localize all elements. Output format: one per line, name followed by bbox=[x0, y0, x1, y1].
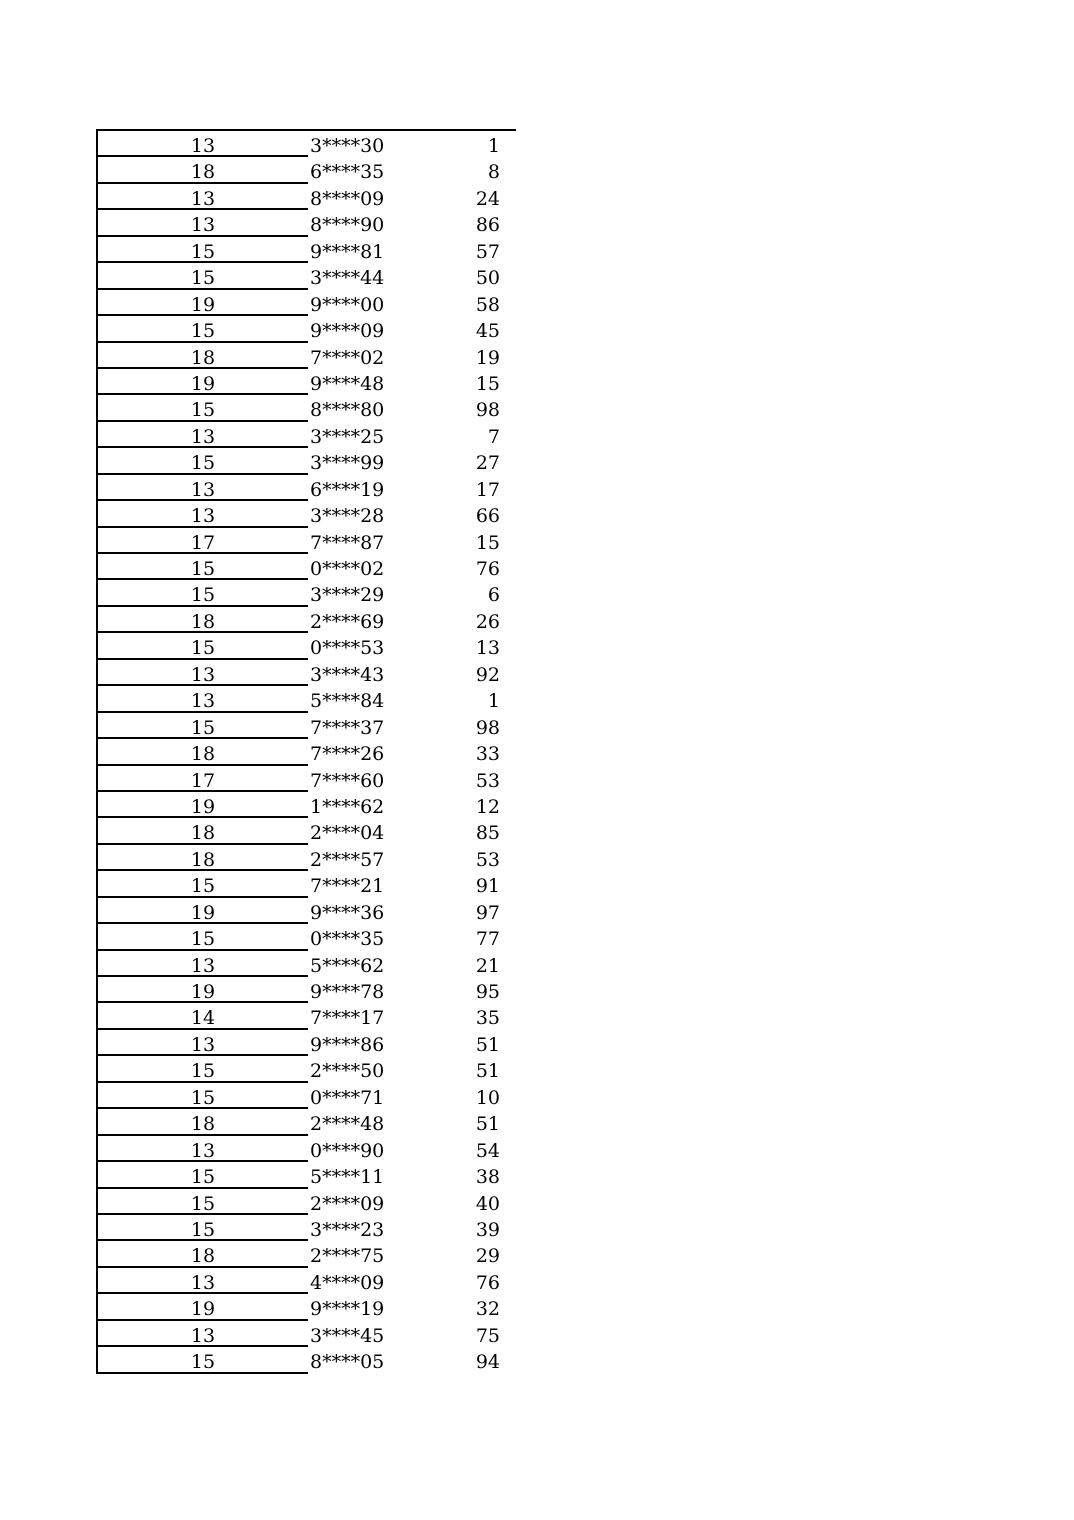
value-cell: 10 bbox=[475, 1086, 500, 1109]
value-cell: 13 bbox=[475, 637, 500, 660]
value-cell: 57 bbox=[475, 240, 500, 263]
masked-number-cell: 3****23 bbox=[310, 1218, 385, 1241]
table-row bbox=[96, 554, 516, 580]
table-row bbox=[96, 660, 516, 686]
masked-number-cell: 3****99 bbox=[310, 452, 385, 475]
masked-number-cell: 2****48 bbox=[310, 1113, 385, 1136]
prefix-cell: 18 bbox=[96, 1109, 308, 1135]
table-row bbox=[96, 528, 516, 554]
table-row bbox=[96, 1136, 516, 1162]
table-row bbox=[96, 1294, 516, 1320]
masked-number-cell: 9****09 bbox=[310, 320, 385, 343]
value-cell: 86 bbox=[475, 214, 500, 237]
prefix-cell: 17 bbox=[96, 766, 308, 792]
prefix-cell: 18 bbox=[96, 739, 308, 765]
value-cell: 51 bbox=[475, 1113, 500, 1136]
table-row bbox=[96, 713, 516, 739]
masked-number-cell: 0****90 bbox=[310, 1139, 385, 1162]
table-row bbox=[96, 1030, 516, 1056]
masked-number-cell: 3****45 bbox=[310, 1324, 385, 1347]
masked-number-cell: 6****19 bbox=[310, 478, 385, 501]
masked-number-cell: 2****04 bbox=[310, 822, 385, 845]
prefix-cell: 18 bbox=[96, 1241, 308, 1267]
prefix-cell: 15 bbox=[96, 237, 308, 263]
table-row bbox=[96, 977, 516, 1003]
value-cell: 33 bbox=[475, 743, 500, 766]
value-cell: 92 bbox=[475, 663, 500, 686]
masked-number-cell: 5****84 bbox=[310, 690, 385, 713]
value-cell: 38 bbox=[475, 1166, 500, 1189]
prefix-cell: 19 bbox=[96, 369, 308, 395]
value-cell: 77 bbox=[475, 928, 500, 951]
masked-number-cell: 9****36 bbox=[310, 901, 385, 924]
masked-number-cell: 8****05 bbox=[310, 1351, 385, 1374]
table-row bbox=[96, 1268, 516, 1294]
masked-number-cell: 0****35 bbox=[310, 928, 385, 951]
table-row bbox=[96, 263, 516, 289]
masked-number-cell: 1****62 bbox=[310, 795, 385, 818]
value-cell: 50 bbox=[475, 267, 500, 290]
table-row bbox=[96, 184, 516, 210]
masked-number-cell: 7****37 bbox=[310, 716, 385, 739]
masked-number-cell: 2****57 bbox=[310, 848, 385, 871]
table-row bbox=[96, 739, 516, 765]
value-cell: 97 bbox=[475, 901, 500, 924]
prefix-cell: 13 bbox=[96, 686, 308, 712]
prefix-cell: 17 bbox=[96, 528, 308, 554]
prefix-cell: 15 bbox=[96, 448, 308, 474]
table-row bbox=[96, 237, 516, 263]
value-cell: 21 bbox=[475, 954, 500, 977]
masked-number-cell: 4****09 bbox=[310, 1271, 385, 1294]
value-cell: 39 bbox=[475, 1218, 500, 1241]
value-cell: 6 bbox=[487, 584, 500, 607]
masked-number-cell: 9****48 bbox=[310, 372, 385, 395]
table-row bbox=[96, 818, 516, 844]
value-cell: 76 bbox=[475, 1271, 500, 1294]
masked-number-cell: 8****09 bbox=[310, 187, 385, 210]
prefix-cell: 15 bbox=[96, 263, 308, 289]
value-cell: 7 bbox=[487, 425, 500, 448]
value-cell: 75 bbox=[475, 1324, 500, 1347]
value-cell: 40 bbox=[475, 1192, 500, 1215]
value-cell: 35 bbox=[475, 1007, 500, 1030]
table-row bbox=[96, 1215, 516, 1241]
prefix-cell: 13 bbox=[96, 184, 308, 210]
masked-number-cell: 3****25 bbox=[310, 425, 385, 448]
value-cell: 26 bbox=[475, 610, 500, 633]
value-cell: 95 bbox=[475, 981, 500, 1003]
table-row bbox=[96, 792, 516, 818]
value-cell: 58 bbox=[475, 293, 500, 316]
masked-number-cell: 2****50 bbox=[310, 1060, 385, 1083]
table-row bbox=[96, 766, 516, 792]
table-row bbox=[96, 924, 516, 950]
prefix-cell: 13 bbox=[96, 1321, 308, 1347]
value-cell: 32 bbox=[475, 1298, 500, 1321]
table-row bbox=[96, 1083, 516, 1109]
value-cell: 1 bbox=[487, 135, 500, 157]
table-row bbox=[96, 395, 516, 421]
value-cell: 27 bbox=[475, 452, 500, 475]
prefix-cell: 13 bbox=[96, 131, 308, 157]
prefix-cell: 15 bbox=[96, 554, 308, 580]
table-row bbox=[96, 633, 516, 659]
table-row bbox=[96, 898, 516, 924]
table-row bbox=[96, 316, 516, 342]
masked-number-cell: 7****87 bbox=[310, 531, 385, 554]
masked-number-cell: 7****26 bbox=[310, 743, 385, 766]
masked-number-cell: 9****81 bbox=[310, 240, 385, 263]
value-cell: 12 bbox=[475, 795, 500, 818]
masked-number-cell: 8****80 bbox=[310, 399, 385, 422]
table-row bbox=[96, 951, 516, 977]
prefix-cell: 18 bbox=[96, 343, 308, 369]
table-row bbox=[96, 422, 516, 448]
masked-number-cell: 0****53 bbox=[310, 637, 385, 660]
prefix-cell: 15 bbox=[96, 713, 308, 739]
data-table bbox=[96, 129, 516, 1374]
value-cell: 94 bbox=[475, 1351, 500, 1374]
table-row bbox=[96, 448, 516, 474]
prefix-cell: 13 bbox=[96, 1268, 308, 1294]
masked-number-cell: 0****02 bbox=[310, 558, 385, 580]
table-row bbox=[96, 501, 516, 527]
masked-number-cell: 2****09 bbox=[310, 1192, 385, 1215]
value-cell: 54 bbox=[475, 1139, 500, 1162]
masked-number-cell: 6****35 bbox=[310, 161, 385, 184]
value-cell: 98 bbox=[475, 716, 500, 739]
masked-number-cell: 3****29 bbox=[310, 584, 385, 607]
table-row bbox=[96, 580, 516, 606]
table-row bbox=[96, 131, 516, 157]
prefix-cell: 14 bbox=[96, 1003, 308, 1029]
value-cell: 91 bbox=[475, 875, 500, 898]
prefix-cell: 13 bbox=[96, 210, 308, 236]
prefix-cell: 13 bbox=[96, 1030, 308, 1056]
value-cell: 8 bbox=[487, 161, 500, 184]
prefix-cell: 15 bbox=[96, 1056, 308, 1082]
prefix-cell: 18 bbox=[96, 845, 308, 871]
table-row bbox=[96, 1347, 516, 1373]
table-row bbox=[96, 1003, 516, 1029]
masked-number-cell: 3****30 bbox=[310, 135, 385, 157]
prefix-cell: 15 bbox=[96, 1162, 308, 1188]
prefix-cell: 15 bbox=[96, 580, 308, 606]
table-row bbox=[96, 1162, 516, 1188]
table-row bbox=[96, 210, 516, 236]
masked-number-cell: 0****71 bbox=[310, 1086, 385, 1109]
value-cell: 53 bbox=[475, 848, 500, 871]
prefix-cell: 19 bbox=[96, 290, 308, 316]
prefix-cell: 15 bbox=[96, 1347, 308, 1373]
prefix-cell: 18 bbox=[96, 818, 308, 844]
masked-number-cell: 3****43 bbox=[310, 663, 385, 686]
masked-number-cell: 8****90 bbox=[310, 214, 385, 237]
value-cell: 51 bbox=[475, 1033, 500, 1056]
masked-number-cell: 7****17 bbox=[310, 1007, 385, 1030]
value-cell: 98 bbox=[475, 399, 500, 422]
masked-number-cell: 5****62 bbox=[310, 954, 385, 977]
prefix-cell: 13 bbox=[96, 422, 308, 448]
masked-number-cell: 2****75 bbox=[310, 1245, 385, 1268]
prefix-cell: 13 bbox=[96, 1136, 308, 1162]
masked-number-cell: 9****00 bbox=[310, 293, 385, 316]
prefix-cell: 13 bbox=[96, 660, 308, 686]
prefix-cell: 15 bbox=[96, 1189, 308, 1215]
value-cell: 29 bbox=[475, 1245, 500, 1268]
table-row bbox=[96, 871, 516, 897]
prefix-cell: 13 bbox=[96, 475, 308, 501]
prefix-cell: 19 bbox=[96, 977, 308, 1003]
masked-number-cell: 5****11 bbox=[310, 1166, 385, 1189]
prefix-cell: 15 bbox=[96, 1215, 308, 1241]
prefix-cell: 15 bbox=[96, 633, 308, 659]
prefix-cell: 19 bbox=[96, 1294, 308, 1320]
value-cell: 19 bbox=[475, 346, 500, 369]
masked-number-cell: 7****60 bbox=[310, 769, 385, 792]
table-row bbox=[96, 369, 516, 395]
table-row bbox=[96, 157, 516, 183]
value-cell: 76 bbox=[475, 558, 500, 580]
masked-number-cell: 9****19 bbox=[310, 1298, 385, 1321]
masked-number-cell: 3****44 bbox=[310, 267, 385, 290]
value-cell: 85 bbox=[475, 822, 500, 845]
prefix-cell: 15 bbox=[96, 1083, 308, 1109]
value-cell: 17 bbox=[475, 478, 500, 501]
masked-number-cell: 7****02 bbox=[310, 346, 385, 369]
table-row bbox=[96, 1241, 516, 1267]
prefix-cell: 13 bbox=[96, 951, 308, 977]
masked-number-cell: 3****28 bbox=[310, 505, 385, 528]
prefix-cell: 15 bbox=[96, 924, 308, 950]
table-row bbox=[96, 1189, 516, 1215]
prefix-cell: 13 bbox=[96, 501, 308, 527]
masked-number-cell: 9****78 bbox=[310, 981, 385, 1003]
table-row bbox=[96, 290, 516, 316]
prefix-cell: 15 bbox=[96, 316, 308, 342]
prefix-cell: 15 bbox=[96, 871, 308, 897]
value-cell: 15 bbox=[475, 372, 500, 395]
table-row bbox=[96, 1321, 516, 1347]
prefix-cell: 18 bbox=[96, 607, 308, 633]
value-cell: 53 bbox=[475, 769, 500, 792]
table-row bbox=[96, 343, 516, 369]
value-cell: 66 bbox=[475, 505, 500, 528]
value-cell: 45 bbox=[475, 320, 500, 343]
table-row bbox=[96, 845, 516, 871]
value-cell: 24 bbox=[475, 187, 500, 210]
prefix-cell: 19 bbox=[96, 898, 308, 924]
value-cell: 1 bbox=[487, 690, 500, 713]
value-cell: 51 bbox=[475, 1060, 500, 1083]
value-cell: 15 bbox=[475, 531, 500, 554]
prefix-cell: 18 bbox=[96, 157, 308, 183]
prefix-cell: 15 bbox=[96, 395, 308, 421]
table-row bbox=[96, 1109, 516, 1135]
masked-number-cell: 7****21 bbox=[310, 875, 385, 898]
table-row bbox=[96, 607, 516, 633]
masked-number-cell: 9****86 bbox=[310, 1033, 385, 1056]
table-row bbox=[96, 475, 516, 501]
table-row bbox=[96, 686, 516, 712]
masked-number-cell: 2****69 bbox=[310, 610, 385, 633]
prefix-cell: 19 bbox=[96, 792, 308, 818]
table-row bbox=[96, 1056, 516, 1082]
